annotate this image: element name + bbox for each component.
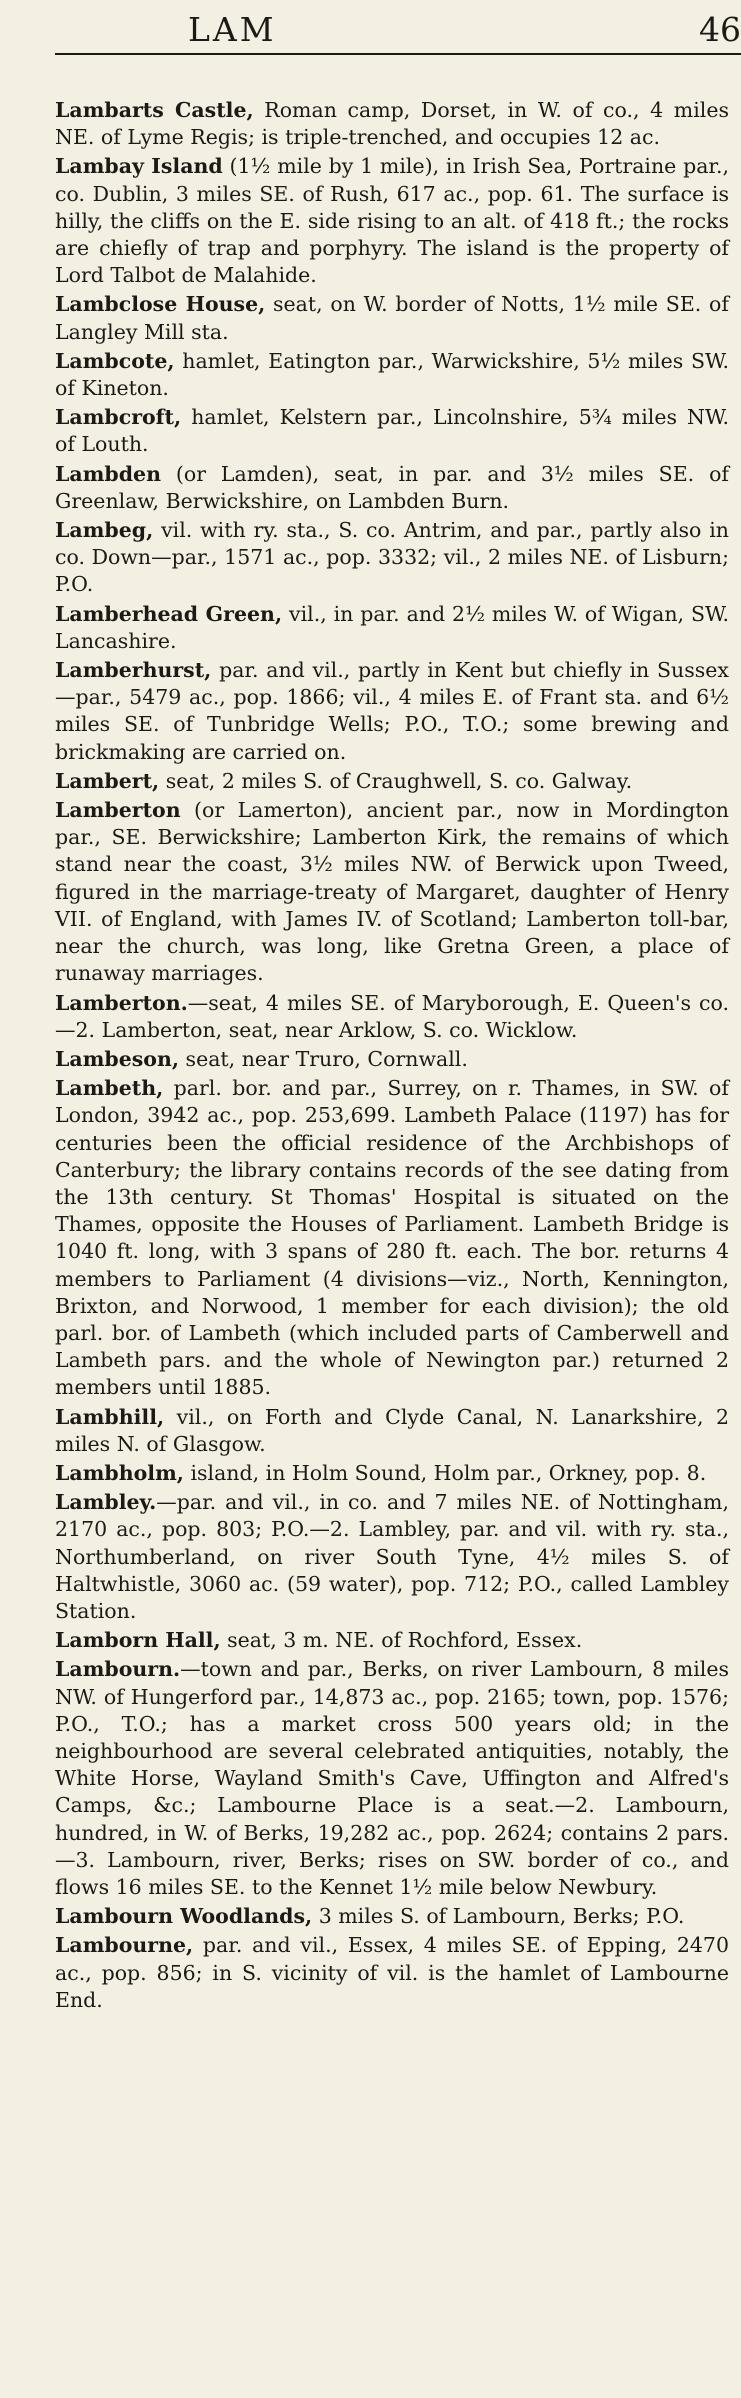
entry — [55, 461, 729, 515]
entry-text: —seat, 4 miles SE. of Maryborough, E. Queen's co.—2. Lamberton, seat, near Arklow, S. co. Wicklow. — [55, 990, 729, 1042]
entry-text: par. and vil., partly in Kent but chiefly in Sussex—par., 5479 ac., pop. 1866; vil., 4 miles E. of Frant sta. and 6½ miles SE. of Tunbridge Wells; P.O., T.O.; some brewing and brickmaking are carried on. — [55, 658, 729, 764]
entry-headword: Lamberhead Green, — [55, 601, 283, 626]
entry-text: (1½ mile by 1 mile), in Irish Sea, Portraine par., co. Dublin, 3 miles SE. of Rush, 617 ac., pop. 61. The surface is hilly, the cliffs on the E. side rising to an alt. of 418 ft.; the rocks are chiefly of trap and porphyry. The island is the property of Lord Talbot de Malahide. — [55, 154, 729, 288]
entry — [55, 1075, 729, 1401]
entry-text: (or Lamerton), ancient par., now in Mordington par., SE. Berwickshire; Lamberton Kirk, the remains of which stand near the coast, 3½ miles NW. of Berwick upon Tweed, figured in the marriage-treaty of Margaret, daughter of Henry VII. of England, with James IV. of Scotland; Lamberton toll-bar, near the church, was long, like Gretna Green, a place of runaway marriages. — [55, 798, 729, 986]
entry — [55, 517, 729, 599]
entry — [55, 657, 729, 766]
entry-text: seat, 2 miles S. of Craughwell, S. co. Galway. — [159, 768, 633, 793]
entry-headword: Lambcroft, — [55, 405, 182, 430]
entry — [55, 768, 729, 795]
entry — [55, 1489, 729, 1625]
entry — [55, 97, 729, 151]
entry-text: —town and par., Berks, on river Lambourn, 8 miles NW. of Hungerford par., 14,873 ac., pop. 2165; town, pop. 1576; P.O., T.O.; has a market cross 500 years old; in the neighbourhood are several celebrated antiquities, notably, the White Horse, Wayland Smith's Cave, Uffington and Alfred's Camps, &c.; Lambourne Place is a seat.—2. Lambourn, hundred, in W. of Berks, 19,282 ac., pop. 2624; contains 2 pars.—3. Lambourn, river, Berks; rises on SW. border of co., and flows 16 miles SE. to the Kennet 1½ mile below Newbury. — [55, 1657, 729, 1899]
entry-text: seat, on W. border of Notts, 1½ mile SE. of Langley Mill sta. — [55, 292, 729, 344]
header-rule — [55, 53, 741, 55]
entry — [55, 404, 729, 458]
entry-headword: Lambeg, — [55, 518, 154, 543]
entry — [55, 1404, 729, 1458]
entry-text: —par. and vil., in co. and 7 miles NE. of Nottingham, 2170 ac., pop. 803; P.O.—2. Lambley, par. and vil. with ry. sta., Northumberland, on river South Tyne, 4½ miles S. of Haltwhistle, 3060 ac. (59 water), pop. 712; P.O., called Lambley Station. — [55, 1490, 729, 1623]
entry-headword: Lambarts Castle, — [55, 98, 254, 122]
entry — [55, 153, 729, 289]
entry — [55, 1460, 729, 1487]
entry-headword: Lambley. — [55, 1490, 157, 1515]
running-head-word: LAM — [188, 10, 277, 49]
entry-text: (or Lamden), seat, in par. and 3½ miles SE. of Greenlaw, Berwickshire, on Lambden Burn. — [55, 461, 729, 513]
entry — [55, 291, 729, 345]
entry-headword: Lamberhurst, — [55, 658, 212, 683]
entry-headword: Lambourne, — [55, 1933, 194, 1958]
entry-text: hamlet, Eatington par., Warwickshire, 5½ miles SW. of Kineton. — [55, 348, 729, 401]
page-number: 46 — [699, 10, 741, 49]
entry-text: par. and vil., Essex, 4 miles SE. of Epping, 2470 ac., pop. 856; in S. vicinity of vil. is the hamlet of Lambourne End. — [55, 1933, 729, 2012]
entry — [55, 348, 729, 402]
entry-text: 3 miles S. of Lambourn, Berks; P.O. — [312, 1904, 685, 1929]
entry — [55, 1903, 729, 1930]
entry-headword: Lambden — [55, 461, 162, 486]
entry-headword: Lambeson, — [55, 1046, 180, 1071]
entry-headword: Lamberton. — [55, 990, 188, 1015]
entry-headword: Lamberton — [55, 798, 181, 823]
entry-headword: Lambert, — [55, 768, 160, 793]
entry-text: island, in Holm Sound, Holm par., Orkney, pop. 8. — [183, 1460, 707, 1485]
entry — [55, 1627, 729, 1654]
entry-text: Roman camp, Dorset, in W. of co., 4 miles NE. of Lyme Regis; is triple-trenched, and occupies 12 ac. — [55, 98, 730, 150]
entry-headword: Lambay Island — [55, 154, 223, 179]
entry-headword: Lambclose House, — [55, 292, 266, 317]
entry — [55, 797, 729, 987]
entry — [55, 601, 729, 655]
entry-headword: Lamborn Hall, — [55, 1628, 221, 1653]
running-head — [55, 0, 741, 58]
entry-text: seat, 3 m. NE. of Rochford, Essex. — [220, 1628, 583, 1653]
entry-headword: Lambhill, — [55, 1404, 165, 1429]
gazetteer-entries — [55, 58, 729, 2014]
entry — [55, 990, 729, 1044]
entry-text: hamlet, Kelstern par., Lincolnshire, 5¾ miles NW. of Louth. — [55, 405, 729, 457]
entry-text: vil., on Forth and Clyde Canal, N. Lanarkshire, 2 miles N. of Glasgow. — [55, 1404, 729, 1456]
entry-headword: Lambourn Woodlands, — [55, 1904, 313, 1929]
entry-text: parl. bor. and par., Surrey, on r. Thames, in SW. of London, 3942 ac., pop. 253,699. Lambeth Palace (1197) has for centuries been the official residence of the Archbishops of Canterbury; the library contains records of the see dating from the 13th century. St Thomas' Hospital is situated on the Thames, opposite the Houses of Parliament. Lambeth Bridge is 1040 ft. long, with 3 spans of 280 ft. each. The bor. returns 4 members to Parliament (4 divisions—viz., North, Kennington, Brixton, and Norwood, 1 member for each division); the old parl. bor. of Lambeth (which included parts of Camberwell and Lambeth pars. and the whole of Newington par.) returned 2 members until 1885. — [55, 1076, 729, 1400]
entry — [55, 1656, 729, 1901]
entry — [55, 1046, 729, 1073]
entry-text: vil., in par. and 2½ miles W. of Wigan, SW. Lancashire. — [55, 601, 729, 653]
entry-text: vil. with ry. sta., S. co. Antrim, and par., partly also in co. Down—par., 1571 ac., pop. 3332; vil., 2 miles NE. of Lisburn; P.O. — [55, 518, 729, 597]
entry — [55, 1932, 729, 2014]
entry-headword: Lambcote, — [55, 348, 175, 373]
entry-headword: Lambourn. — [55, 1657, 181, 1682]
entry-text: seat, near Truro, Cornwall. — [179, 1046, 468, 1071]
entry-headword: Lambholm, — [55, 1460, 184, 1485]
entry-headword: Lambeth, — [55, 1076, 164, 1101]
